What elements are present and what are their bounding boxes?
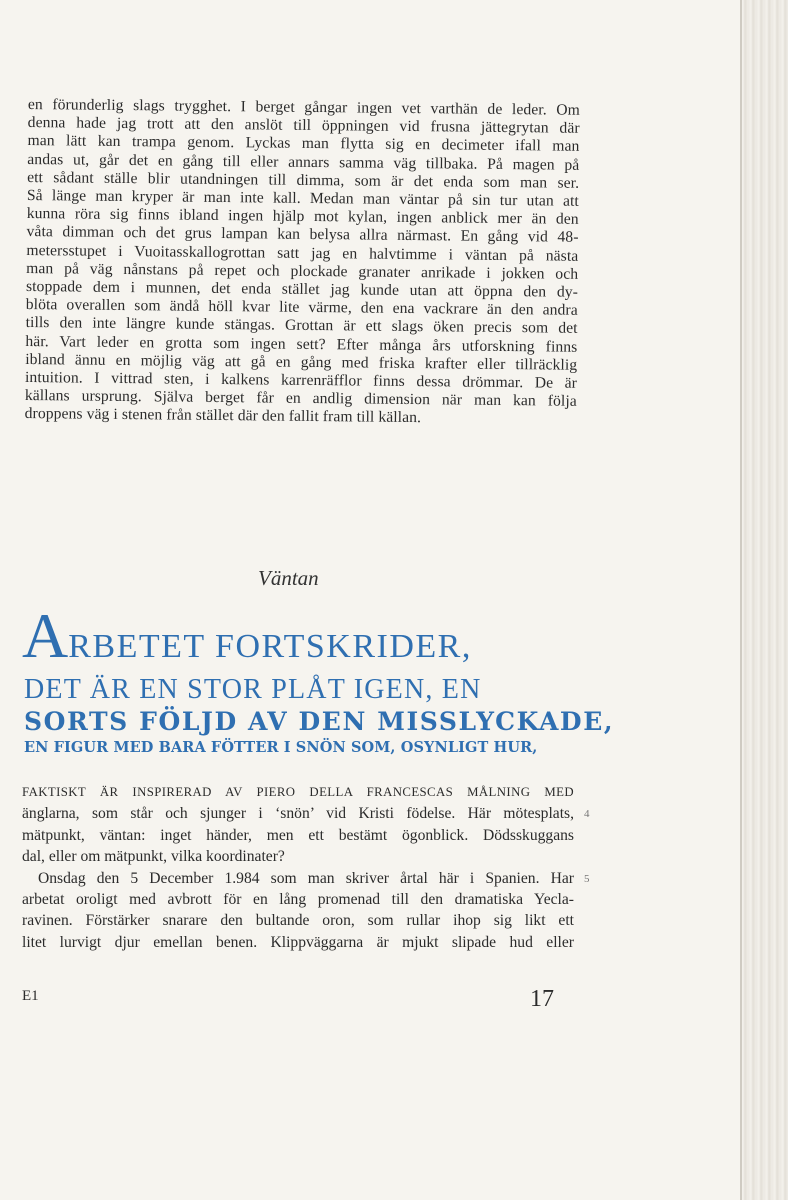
section-title: Väntan	[258, 566, 319, 590]
text-line: mätpunkt, väntan: inget händer, men ett bestämt ögonblick. Dödsskuggans	[22, 826, 574, 844]
text-line: våta dimman och det grus lampan kan belysa allra närmast. En gång vid 48-	[26, 223, 579, 247]
text-line: ett sådant ställe blir utandningen till dimma, som är det enda som man ser.	[27, 168, 580, 192]
page-edge-line	[740, 0, 742, 1200]
top-paragraph	[25, 96, 580, 429]
text-line: tills den inte längre kunde stängas. Grottan är ett slags öken precis som det	[25, 314, 578, 338]
text-line: ibland ännu en möjlig väg att gå en gång med friska krafter eller tillräcklig	[25, 350, 578, 374]
text-line: en förunderlig slags trygghet. I berget gångar ingen vet varthän de leder. Om	[27, 96, 580, 119]
text-line: blöta overallen som ändå höll kvar lite värme, den ena vackrare än den andra	[25, 296, 578, 320]
text-line: änglarna, som står och sjunger i ‘snön’ vid Kristi födelse. Här mötesplats,	[22, 805, 574, 823]
margin-number: 4	[584, 808, 590, 820]
text-line: man lätt kan trampa genom. Lyckas man flytta sig en decimeter ifall man	[27, 132, 580, 156]
text-line: Onsdag den 5 December 1.984 som man skriver årtal här i Spanien. Har	[38, 869, 574, 887]
lower-paragraph	[22, 782, 574, 953]
headline-line-3: SORTS FÖLJD AV DEN MISSLYCKADE,	[24, 707, 615, 736]
text-line: arbetat oroligt med avbrott för en lång promenad till den dramatiska Yecla-	[22, 891, 574, 909]
text-line: källans ursprung. Själva berget får en andlig dimension när man kan följa	[24, 387, 577, 411]
text-line: FAKTISKT ÄR INSPIRERAD AV PIERO DELLA FRANCESCAS MÅLNING MED	[22, 785, 574, 799]
text-line: andas ut, går det en gång till eller annars samma väg tillbaka. På magen på	[27, 150, 580, 174]
chapter-headline	[22, 600, 615, 758]
text-line: ravinen. Förstärker snarare den bultande oron, som rullar ihop sig likt ett	[22, 912, 574, 930]
headline-line-4: EN FIGUR MED BARA FÖTTER I SNÖN SOM, OSYNLIGT HUR,	[24, 739, 538, 756]
page-stack-edge	[740, 0, 788, 1200]
text-line: intuition. I vittrad sten, i kalkens karrenräfflor finns dessa drömmar. De är	[24, 369, 578, 392]
margin-number: 5	[584, 873, 590, 885]
text-line: kunna röra sig finns ibland ingen hjälp mot kylan, ingen anblick mer än den	[26, 205, 579, 228]
headline-line-1	[22, 600, 582, 673]
text-line: Så länge man kryper är man inte kall. Medan man väntar på sin tur utan att	[26, 187, 580, 210]
text-line: stoppade dem i munnen, det enda stället jag kunde utan att öppna den dy-	[25, 278, 579, 301]
text-line: man på väg nånstans på repet och plockade granater anrikade i jokken och	[26, 259, 579, 283]
text-line: dal, eller om mätpunkt, vilka koordinater?	[22, 848, 285, 866]
text-line: denna hade jag trott att den anslöt till öppningen vid frusna jättegrytan där	[27, 114, 580, 137]
text-line: droppens väg i stenen från stället där den fallit fram till källan.	[24, 405, 422, 427]
signature-mark: E1	[22, 988, 39, 1004]
headline-line-2: DET ÄR EN STOR PLÅT IGEN, EN	[24, 674, 482, 705]
text-line: metersstupet i Vuoitasskallogrottan satt jag en halvtimme i väntan på nästa	[26, 241, 579, 265]
text-line: här. Vart leder en grotta som ingen sett? Efter många års utforskning finns	[25, 332, 578, 356]
headline-line-1-rest: RBETET FORTSKRIDER,	[68, 628, 472, 665]
text-line: litet lurvigt djur emellan benen. Klippväggarna är mjukt slipade hud eller	[22, 933, 574, 951]
page-number: 17	[530, 986, 554, 1012]
drop-initial: A	[22, 600, 69, 671]
